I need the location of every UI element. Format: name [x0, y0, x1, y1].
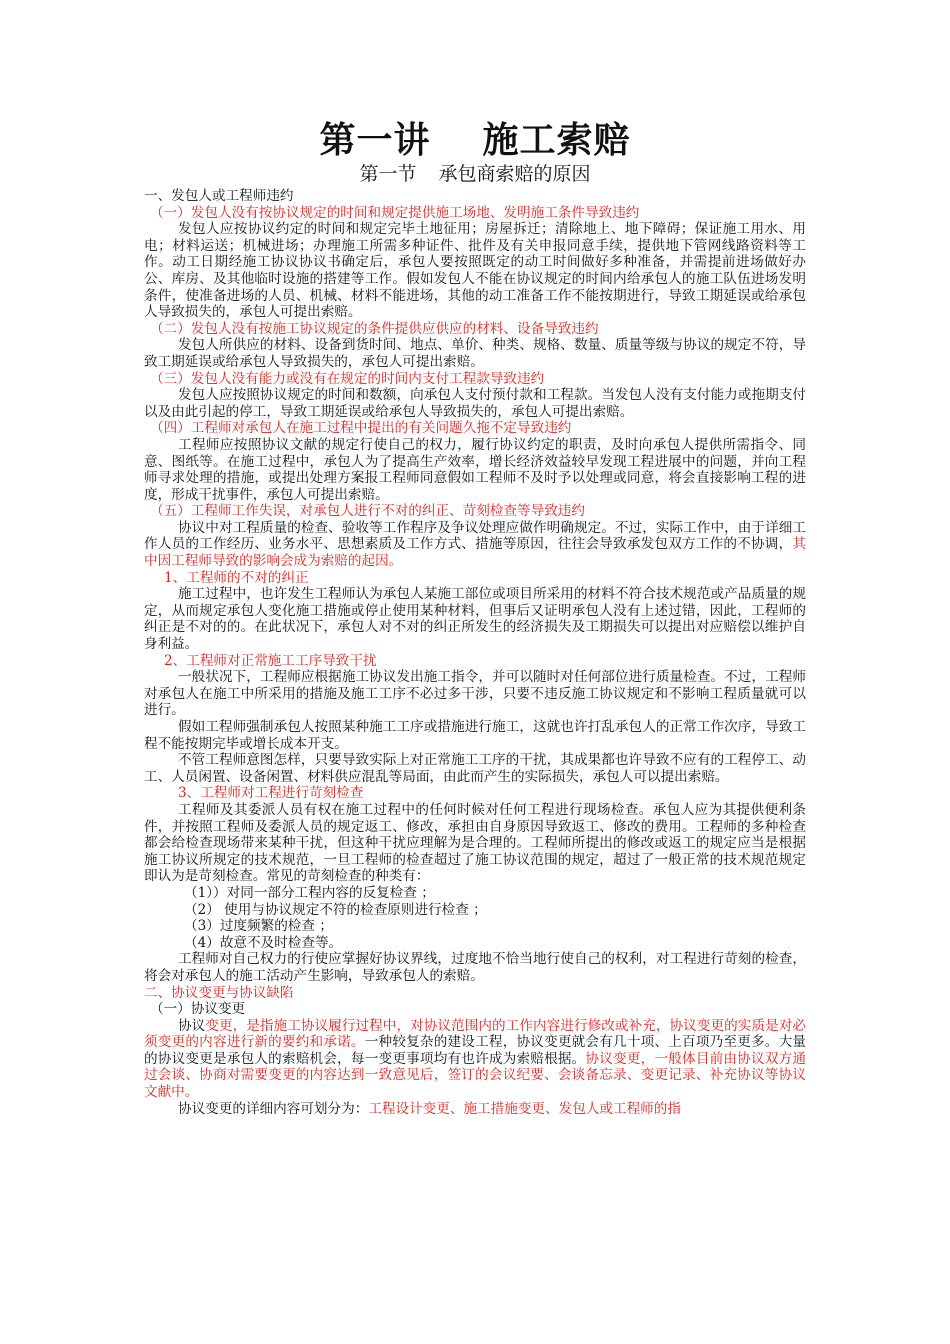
document-content: [144, 118, 806, 1117]
paragraph-1-5-highlight: 其中因工程师导致的影响会成为索赔的起因。: [144, 536, 806, 570]
paragraph-1-5-1: 施工过程中，也许发生工程师认为承包人某施工部位或项目所采用的材料不符合技术规范或产品质量的规定，从而规定承包人变化施工措施或停止使用某种材料，但事后又证明承包人没有上述过错，因此，工程师的纠正是不对的的。在此状况下，承包人对不对的纠正所发生的经济损失及工期损失可以提出对应赔偿以维护自身利益。: [144, 586, 806, 653]
paragraph-2-1-a: [144, 1018, 806, 1101]
heading-2: 二、协议变更与协议缺陷: [144, 984, 294, 1001]
page-title: [144, 118, 806, 162]
paragraph-1-5-text: 协议中对工程质量的检查、验收等工作程序及争议处理应做作明确规定。不过，实际工作中，由于详细工作人员的工作经历、业务水平、思想素质及工作方式、措施等原因，往往会导致承发包双方工作的不协调，: [144, 519, 806, 553]
heading-1-5-3: 3、工程师对工程进行苛刻检查: [178, 785, 364, 802]
list-item: （4）故意不及时检查等。: [184, 934, 343, 951]
paragraph-1-2: 发包人所供应的材料、设备到货时间、地点、单价、种类、规格、数量、质量等级与协议的规定不符，导致工期延误或给承包人导致损失的，承包人可提出索赔。: [144, 337, 806, 370]
paragraph-1-3: 发包人应按照协议规定的时间和数额，向承包人支付预付款和工程款。当发包人没有支付能力或拖期支付以及由此引起的停工，导致工期延误或给承包人导致损失的，承包人可提出索赔。: [144, 387, 806, 420]
paragraph-1-5-3-closing: 工程师对自己权力的行使应掌握好协议界线，过度地不恰当地行使自己的权利，对工程进行苛刻的检查，将会对承包人的施工活动产生影响，导致承包人的索赔。: [144, 951, 806, 984]
heading-1: 一、发包人或工程师违约: [144, 188, 294, 204]
paragraph-2-1-a-definition: 变更，是指施工协议履行过程中，对协议范围内的工作内容进行修改或补充，协议变更的实质是对必须变更的内容进行新的要约和承诺。: [144, 1017, 807, 1051]
paragraph-2-1-a-highlight: 协议变更，一般体目前由协议双方通过会谈、协商对需要变更的内容达到一致意见后，签订的会议纪要、会谈备忘录、变更记录、补充协议等协议文献中。: [144, 1050, 806, 1101]
heading-1-5-1: 1、工程师的不对的纠正: [164, 569, 309, 586]
heading-1-4: （四）工程师对承包人在施工过程中提出的有关问题久拖不定导致违约: [150, 420, 572, 437]
paragraph-1-4: 工程师应按照协议文献的规定行使自己的权力，履行协议约定的职责，及时向承包人提供所需指令、同意、图纸等。在施工过程中，承包人为了提高生产效率，增长经济效益较早发现工程进展中的问题，并向工程师寻求处理的措施，或提出处理方案报工程师同意假如工程师不及时予以处理或同意，将会直接影响工程的进度，形成干扰事件，承包人可提出索赔。: [144, 436, 806, 503]
subtitle-part-1: 第一节: [359, 163, 417, 185]
paragraph-1-5-2-b: 假如工程师强制承包人按照某种施工工序或措施进行施工，这就也许打乱承包人的正常工作次序，导致工程不能按期完毕或增长成本开支。: [144, 719, 806, 752]
paragraph-1-5-2-c: 不管工程师意图怎样，只要导致实际上对正常施工工序的干扰，其成果都也许导致不应有的工程停工、动工、人员闲置、设备闲置、材料供应混乱等局面，由此而产生的实际损失，承包人可以提出索赔。: [144, 752, 806, 785]
paragraph-2-1-a-lead: 协议: [178, 1017, 206, 1034]
heading-1-3: （三）发包人没有能力或没有在规定的时间内支付工程款导致违约: [150, 370, 545, 387]
heading-2-1: （一）协议变更: [150, 1001, 246, 1018]
list-item: （3）过度频繁的检查 ；: [184, 918, 333, 935]
paragraph-2-1-a-text: 一种较复杂的建设工程，协议变更就会有几十项、上百项乃至更多。大量的协议变更是承包人的索赔机会，每一变更事项均有也许成为索赔根据。: [144, 1034, 806, 1067]
heading-1-1: （一）发包人没有按协议规定的时间和规定提供施工场地、发明施工条件导致违约: [150, 204, 640, 221]
paragraph-1-5-2-a: 一般状况下，工程师应根据施工协议发出施工指令，并可以随时对任何部位进行质量检查。不过，工程师对承包人在施工中所采用的措施及施工工序不必过多干涉，只要不违反施工协议规定和不影响工程质量就可以进行。: [144, 669, 806, 719]
paragraph-2-1-b-lead: 协议变更的详细内容可划分为：: [178, 1100, 369, 1117]
subtitle-part-2: 承包商索赔的原因: [438, 163, 591, 185]
paragraph-1-5-3: 工程师及其委派人员有权在施工过程中的任何时候对任何工程进行现场检查。承包人应为其提供便利条件，并按照工程师及委派人员的规定返工、修改，承担由自身原因导致返工、修改的费用。工程师的多种检查都会给检查现场带来某种干扰，但这种干扰应理解为是合理的。工程师所提出的修改或返工的规定应当是根据施工协议所规定的技术规范，一旦工程师的检查超过了施工协议范围的规定，超过了一般正常的技术规范规定即认为是苛刻检查。常见的苛刻检查的种类有：: [144, 801, 806, 885]
list-item: （2） 使用与协议规定不符的检查原则进行检查 ；: [184, 901, 487, 918]
paragraph-2-1-b: [144, 1101, 806, 1118]
heading-1-5-2: 2、工程师对正常施工工序导致干扰: [164, 652, 377, 669]
paragraph-1-1: 发包人应按协议约定的时间和规定完毕土地征用；房屋拆迁；清除地上、地下障碍；保证施工用水、用电；材料运送；机械进场；办理施工所需多种证件、批件及有关申报同意手续，提供地下管网线路资料等工作。动工日期经施工协议协议书确定后，承包人要按照既定的动工时间做好多种准备，并需提前进场做好办公、库房、及其他临时设施的搭建等工作。假如发包人不能在协议规定的时间内给承包人的施工队伍进场发明条件，使准备进场的人员、机械、材料不能进场，其他的动工准备工作不能按期进行，导致工期延误或给承包人导致损失的，承包人可提出索赔。: [144, 221, 806, 321]
section-subtitle: [144, 162, 806, 186]
title-part-2: 施工索赔: [482, 119, 631, 161]
paragraph-1-5: [144, 520, 806, 570]
list-item: （1））对同一部分工程内容的反复检查 ；: [184, 884, 435, 901]
paragraph-2-1-b-highlight: 工程设计变更、施工措施变更、发包人或工程师的指: [368, 1100, 681, 1117]
heading-1-2: （二）发包人没有按施工协议规定的条件提供应供应的材料、设备导致违约: [150, 320, 599, 337]
heading-1-5: （五）工程师工作失误，对承包人进行不对的纠正、苛刻检查等导致违约: [150, 503, 585, 520]
title-part-1: 第一讲: [319, 119, 431, 161]
